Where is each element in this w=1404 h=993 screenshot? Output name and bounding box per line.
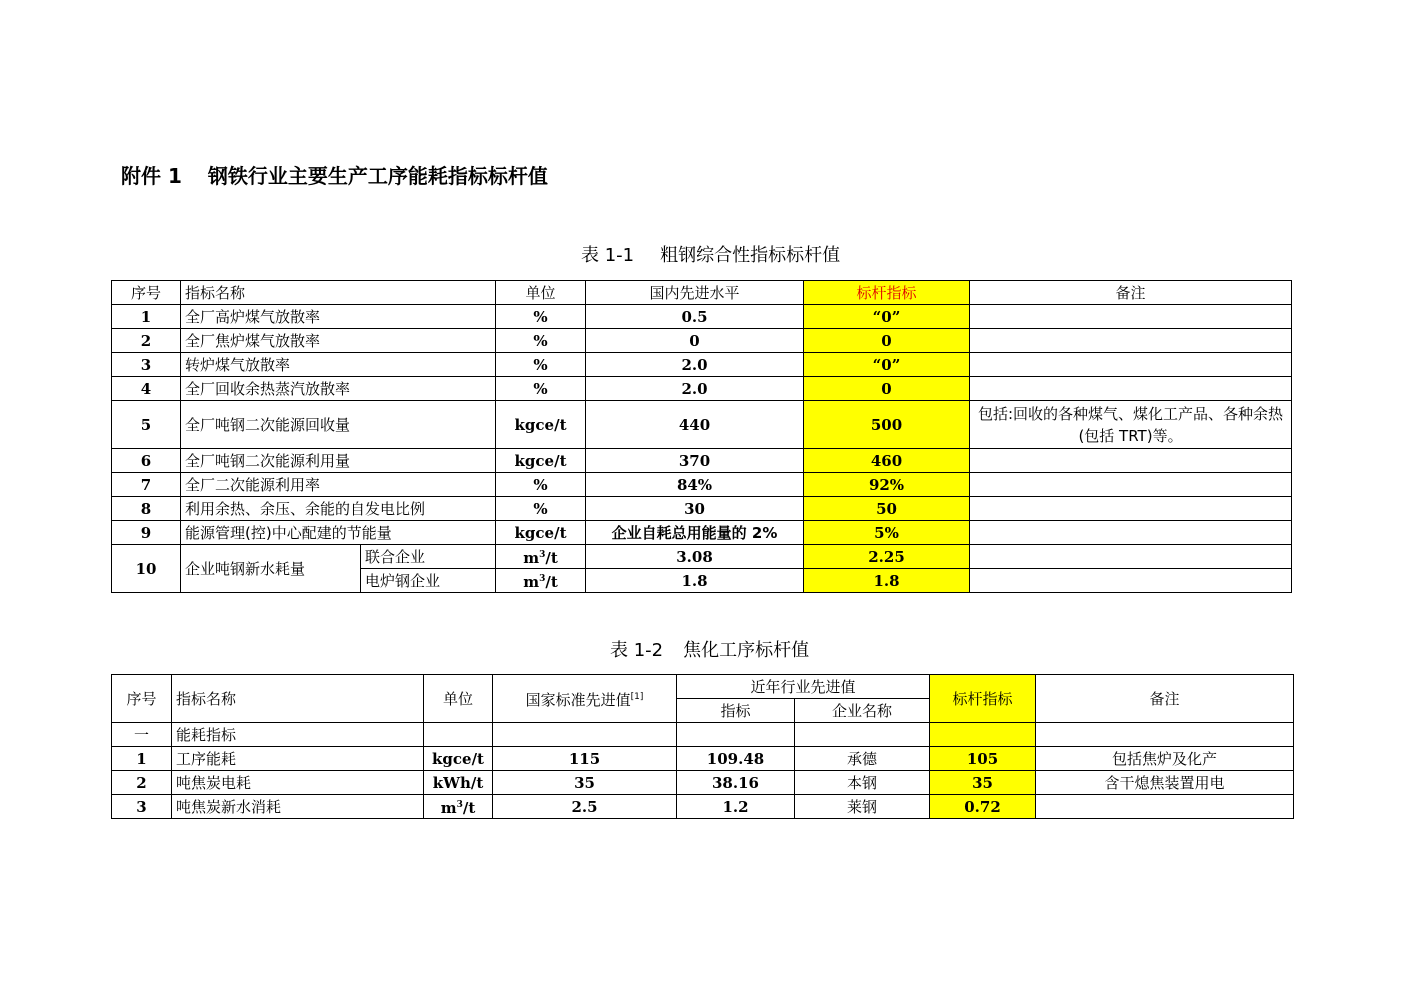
remark-cell [970,569,1292,593]
benchmark-cell: 500 [804,401,970,449]
seq-cell: 9 [112,521,181,545]
document-title [121,160,548,189]
empty-cell [677,723,795,747]
benchmark-cell: 35 [930,771,1036,795]
header-benchmark: 标杆指标 [804,281,970,305]
empty-cell [795,723,930,747]
remark-cell [970,473,1292,497]
header-national [493,675,677,723]
domestic-cell: 2.0 [586,377,804,401]
unit-cell: kgce/t [424,747,493,771]
benchmark-cell: 50 [804,497,970,521]
domestic-cell: 30 [586,497,804,521]
unit-cell [496,545,586,569]
remark-cell [970,545,1292,569]
unit-cell: % [496,377,586,401]
name-cell: 全厂吨钢二次能源回收量 [181,401,496,449]
remark-cell [970,449,1292,473]
header-remark: 备注 [1036,675,1294,723]
seq-cell: 一 [112,723,172,747]
domestic-cell: 84% [586,473,804,497]
remark-cell: 包括:回收的各种煤气、煤化工产品、各种余热(包括 TRT)等。 [970,401,1292,449]
name-cell: 全厂高炉煤气放散率 [181,305,496,329]
domestic-cell: 3.08 [586,545,804,569]
table-row [112,449,1292,473]
seq-cell: 6 [112,449,181,473]
unit-tail: /t [462,799,476,817]
table-row [112,521,1292,545]
header-name: 指标名称 [172,675,424,723]
remark-cell: 含干熄焦装置用电 [1036,771,1294,795]
company-cell: 本钢 [795,771,930,795]
header-unit: 单位 [496,281,586,305]
sub-name-cell: 电炉钢企业 [361,569,496,593]
name-cell: 能源管理(控)中心配建的节能量 [181,521,496,545]
domestic-cell: 0.5 [586,305,804,329]
unit-cell: % [496,473,586,497]
table2 [111,674,1294,819]
national-cell: 35 [493,771,677,795]
remark-cell [970,329,1292,353]
table-row [112,545,1292,569]
table2-caption-prefix: 表 1-2 [610,640,664,661]
unit-cell [424,795,493,819]
benchmark-cell: 105 [930,747,1036,771]
recent-value-cell: 109.48 [677,747,795,771]
benchmark-cell: 5% [804,521,970,545]
name-cell: 转炉煤气放散率 [181,353,496,377]
benchmark-cell: 1.8 [804,569,970,593]
seq-cell: 3 [112,353,181,377]
remark-cell [970,521,1292,545]
benchmark-cell: “0” [804,305,970,329]
table2-header-row-1 [112,675,1294,699]
name-cell: 吨焦炭电耗 [172,771,424,795]
name-cell: 企业吨钢新水耗量 [181,545,361,593]
remark-cell [970,353,1292,377]
unit-base: m [523,549,540,567]
table-row [112,329,1292,353]
header-domestic: 国内先进水平 [586,281,804,305]
remark-cell [1036,723,1294,747]
empty-cell [493,723,677,747]
seq-cell: 4 [112,377,181,401]
header-remark: 备注 [970,281,1292,305]
national-cell: 2.5 [493,795,677,819]
seq-cell: 1 [112,305,181,329]
recent-value-cell: 38.16 [677,771,795,795]
domestic-cell: 440 [586,401,804,449]
empty-cell [424,723,493,747]
remark-cell [970,497,1292,521]
name-cell: 全厂二次能源利用率 [181,473,496,497]
unit-cell: kgce/t [496,521,586,545]
benchmark-cell: 0 [804,329,970,353]
header-recent-company: 企业名称 [795,699,930,723]
header-recent-group: 近年行业先进值 [677,675,930,699]
seq-cell: 10 [112,545,181,593]
benchmark-cell: “0” [804,353,970,377]
header-national-note: [1] [630,692,644,702]
domestic-cell: 2.0 [586,353,804,377]
header-benchmark: 标杆指标 [930,675,1036,723]
title-prefix: 附件 1 [121,164,182,188]
table-row [112,795,1294,819]
seq-cell: 5 [112,401,181,449]
table1-header-row [112,281,1292,305]
table1-caption-text: 粗钢综合性指标标杆值 [660,245,841,266]
domestic-cell: 0 [586,329,804,353]
title-text: 钢铁行业主要生产工序能耗指标标杆值 [207,164,548,188]
unit-superscript: 3 [456,800,463,810]
table-row [112,497,1292,521]
seq-cell: 3 [112,795,172,819]
name-cell: 全厂吨钢二次能源利用量 [181,449,496,473]
remark-cell [970,305,1292,329]
unit-superscript: 3 [539,574,546,584]
unit-cell: kWh/t [424,771,493,795]
table-row [112,353,1292,377]
domestic-cell: 企业自耗总用能量的 2% [586,521,804,545]
table1 [111,280,1292,593]
unit-cell: % [496,329,586,353]
table-row [112,305,1292,329]
recent-value-cell: 1.2 [677,795,795,819]
national-cell: 115 [493,747,677,771]
benchmark-cell: 2.25 [804,545,970,569]
seq-cell: 1 [112,747,172,771]
name-cell: 利用余热、余压、余能的自发电比例 [181,497,496,521]
unit-cell: % [496,305,586,329]
company-cell: 莱钢 [795,795,930,819]
seq-cell: 7 [112,473,181,497]
domestic-cell: 370 [586,449,804,473]
table1-caption-prefix: 表 1-1 [581,245,635,266]
table2-caption-text: 焦化工序标杆值 [683,640,810,661]
header-recent-value: 指标 [677,699,795,723]
unit-tail: /t [545,573,558,591]
table-row [112,771,1294,795]
seq-cell: 8 [112,497,181,521]
benchmark-cell: 0.72 [930,795,1036,819]
name-cell: 吨焦炭新水消耗 [172,795,424,819]
unit-cell: % [496,497,586,521]
header-unit: 单位 [424,675,493,723]
header-national-label: 国家标准先进值 [525,691,631,709]
benchmark-cell: 0 [804,377,970,401]
company-cell: 承德 [795,747,930,771]
table-row [112,747,1294,771]
table-row [112,473,1292,497]
benchmark-cell [930,723,1036,747]
remark-cell: 包括焦炉及化产 [1036,747,1294,771]
unit-cell: % [496,353,586,377]
unit-cell [496,569,586,593]
header-seq: 序号 [112,675,172,723]
name-cell: 工序能耗 [172,747,424,771]
unit-cell: kgce/t [496,449,586,473]
section-row [112,723,1294,747]
unit-base: m [440,799,457,817]
domestic-cell: 1.8 [586,569,804,593]
name-cell: 能耗指标 [172,723,424,747]
name-cell: 全厂焦炉煤气放散率 [181,329,496,353]
seq-cell: 2 [112,329,181,353]
remark-cell [1036,795,1294,819]
name-cell: 全厂回收余热蒸汽放散率 [181,377,496,401]
table-row [112,377,1292,401]
remark-cell [970,377,1292,401]
table2-caption [610,636,809,662]
table1-caption [581,241,840,267]
table-row [112,401,1292,449]
seq-cell: 2 [112,771,172,795]
unit-superscript: 3 [539,550,546,560]
unit-base: m [523,573,540,591]
header-seq: 序号 [112,281,181,305]
header-name: 指标名称 [181,281,496,305]
benchmark-cell: 460 [804,449,970,473]
unit-cell: kgce/t [496,401,586,449]
unit-tail: /t [545,549,558,567]
benchmark-cell: 92% [804,473,970,497]
sub-name-cell: 联合企业 [361,545,496,569]
